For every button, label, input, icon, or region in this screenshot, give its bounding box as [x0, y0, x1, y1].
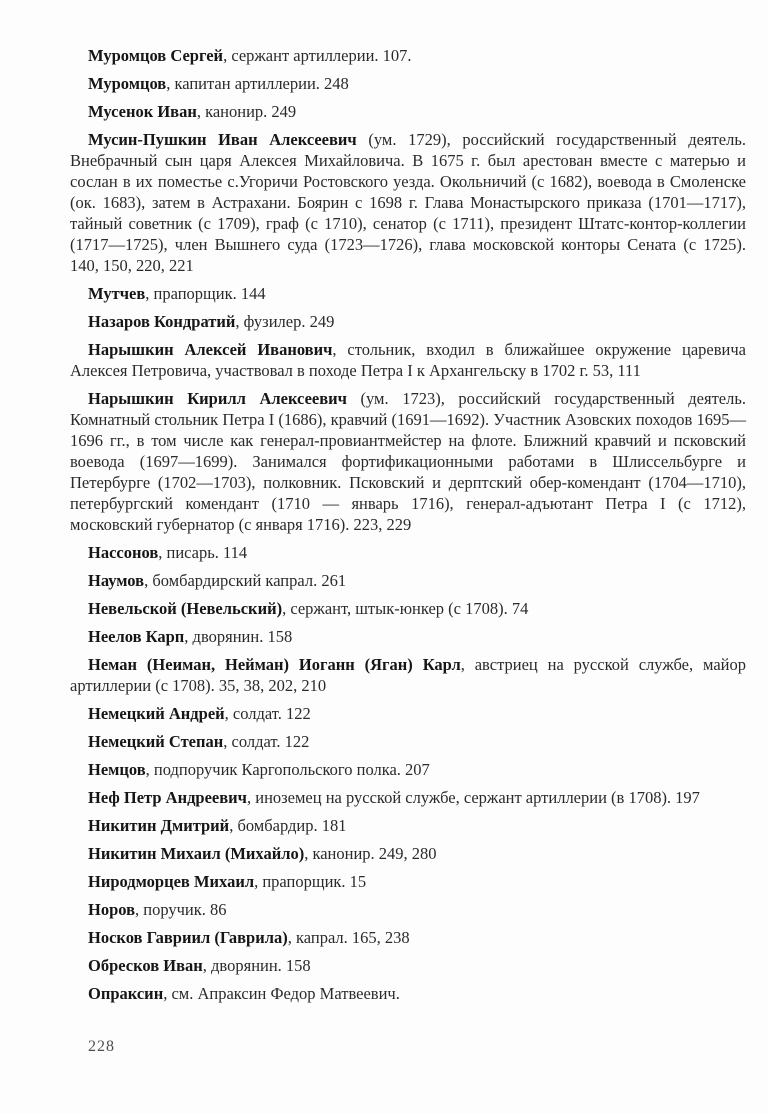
entry-description: , прапорщик. 144 [145, 284, 266, 303]
entry-description: , бомбардирский капрал. 261 [144, 571, 347, 590]
index-entry [70, 703, 746, 724]
entry-description: , иноземец на русской службе, сержант артиллерии (в 1708). 197 [246, 788, 700, 807]
entry-description: , дворянин. 158 [202, 956, 311, 975]
index-entry [70, 626, 746, 647]
entry-headword: Назаров Кондратий [88, 312, 236, 331]
entry-headword: Неелов Карп [88, 627, 185, 646]
index-entry [70, 983, 746, 1004]
index-entry [70, 311, 746, 332]
index-entry [70, 815, 746, 836]
index-entry [70, 955, 746, 976]
entry-headword: Нассонов [88, 543, 159, 562]
entry-headword: Ниродморцев Михаил [88, 872, 255, 891]
entry-headword: Муромцов Сергей [88, 46, 224, 65]
entry-headword: Нарышкин Алексей Иванович [88, 340, 333, 359]
index-entry [70, 129, 746, 276]
entry-headword: Мутчев [88, 284, 146, 303]
entry-description: , солдат. 122 [224, 704, 311, 723]
name-index-list [70, 45, 746, 1011]
index-entry [70, 339, 746, 381]
entry-headword: Мусин-Пушкин Иван Алексеевич [88, 130, 357, 149]
entry-headword: Никитин Михаил (Михайло) [88, 844, 305, 863]
index-entry [70, 45, 746, 66]
index-entry [70, 927, 746, 948]
entry-headword: Немецкий Андрей [88, 704, 225, 723]
index-entry [70, 598, 746, 619]
entry-headword: Наумов [88, 571, 145, 590]
entry-description: , прапорщик. 15 [254, 872, 367, 891]
entry-description: , сержант артиллерии. 107. [223, 46, 412, 65]
index-entry [70, 871, 746, 892]
entry-headword: Норов [88, 900, 136, 919]
entry-description: , капрал. 165, 238 [287, 928, 410, 947]
index-entry [70, 899, 746, 920]
entry-description: , капитан артиллерии. 248 [166, 74, 349, 93]
entry-headword: Немцов [88, 760, 146, 779]
index-entry [70, 759, 746, 780]
entry-description: , см. Апраксин Федор Матвеевич. [163, 984, 400, 1003]
entry-description: (ум. 1729), российский государственный деятель. Внебрачный сын царя Алексея Михайловича. В 1675 г. был арестован вместе с матерью и сослан в их поместье с.Угоричи Ростовского уезда. Окольничий (с 1682), воевода в Смоленске (ок. 1683), затем в Астрахани. Боярин с 1698 г. Глава Монастырского приказа (1701—1717), тайный советник (с 1709), граф (с 1710), сенатор (с 1711), президент Штатс-контор-коллегии (1717—1725), член Вышнего суда (1723—1726), глава московской конторы Сената (с 1725). 140, 150, 220, 221 [70, 130, 746, 275]
entry-description: , дворянин. 158 [184, 627, 293, 646]
entry-description: , канонир. 249 [196, 102, 297, 121]
entry-headword: Муромцов [88, 74, 167, 93]
entry-headword: Невельской (Невельский) [88, 599, 283, 618]
entry-description: , бомбардир. 181 [229, 816, 347, 835]
entry-description: (ум. 1723), российский государственный деятель. Комнатный стольник Петра I (1686), кравчий (1691—1692). Участник Азовских походов 1695—1696 гг., в том числе как генерал-провиантмейстер на флоте. Ближний кравчий и псковский воевода (1697—1699). Занимался фортификационными работами в Шлиссельбурге и Петербурге (1702—1703), полковник. Псковский и дерптский обер-комендант (1704—1710), петербургский комендант (1710 — январь 1716), генерал-адъютант Петра I (с 1712), московский губернатор (с января 1716). 223, 229 [70, 389, 746, 534]
entry-headword: Носков Гавриил (Гаврила) [88, 928, 288, 947]
index-entry [70, 731, 746, 752]
index-entry [70, 843, 746, 864]
entry-description: , подпоручик Каргопольского полка. 207 [145, 760, 430, 779]
entry-description: , писарь. 114 [158, 543, 248, 562]
page-number: 228 [88, 1038, 115, 1055]
entry-headword: Неман (Неиман, Нейман) Иоганн (Яган) Карл [88, 655, 461, 674]
index-entry [70, 73, 746, 94]
index-entry [70, 787, 746, 808]
entry-headword: Неф Петр Андреевич [88, 788, 247, 807]
index-entry [70, 542, 746, 563]
entry-description: , канонир. 249, 280 [304, 844, 437, 863]
index-entry [70, 283, 746, 304]
index-entry [70, 570, 746, 591]
entry-description: , австриец на русской службе, майор артиллерии (с 1708). 35, 38, 202, 210 [70, 655, 746, 695]
index-entry [70, 654, 746, 696]
entry-headword: Никитин Дмитрий [88, 816, 230, 835]
entry-description: , поручик. 86 [135, 900, 227, 919]
index-entry [70, 101, 746, 122]
entry-description: , стольник, входил в ближайшее окружение царевича Алексея Петровича, участвовал в походе Петра I к Архангельску в 1702 г. 53, 111 [70, 340, 747, 380]
index-entry [70, 388, 746, 535]
entry-description: , сержант, штык-юнкер (с 1708). 74 [282, 599, 529, 618]
entry-headword: Опраксин [88, 984, 164, 1003]
entry-description: , солдат. 122 [223, 732, 310, 751]
entry-description: , фузилер. 249 [235, 312, 335, 331]
entry-headword: Обресков Иван [88, 956, 203, 975]
entry-headword: Нарышкин Кирилл Алексеевич [88, 389, 347, 408]
entry-headword: Немецкий Степан [88, 732, 224, 751]
entry-headword: Мусенок Иван [88, 102, 197, 121]
